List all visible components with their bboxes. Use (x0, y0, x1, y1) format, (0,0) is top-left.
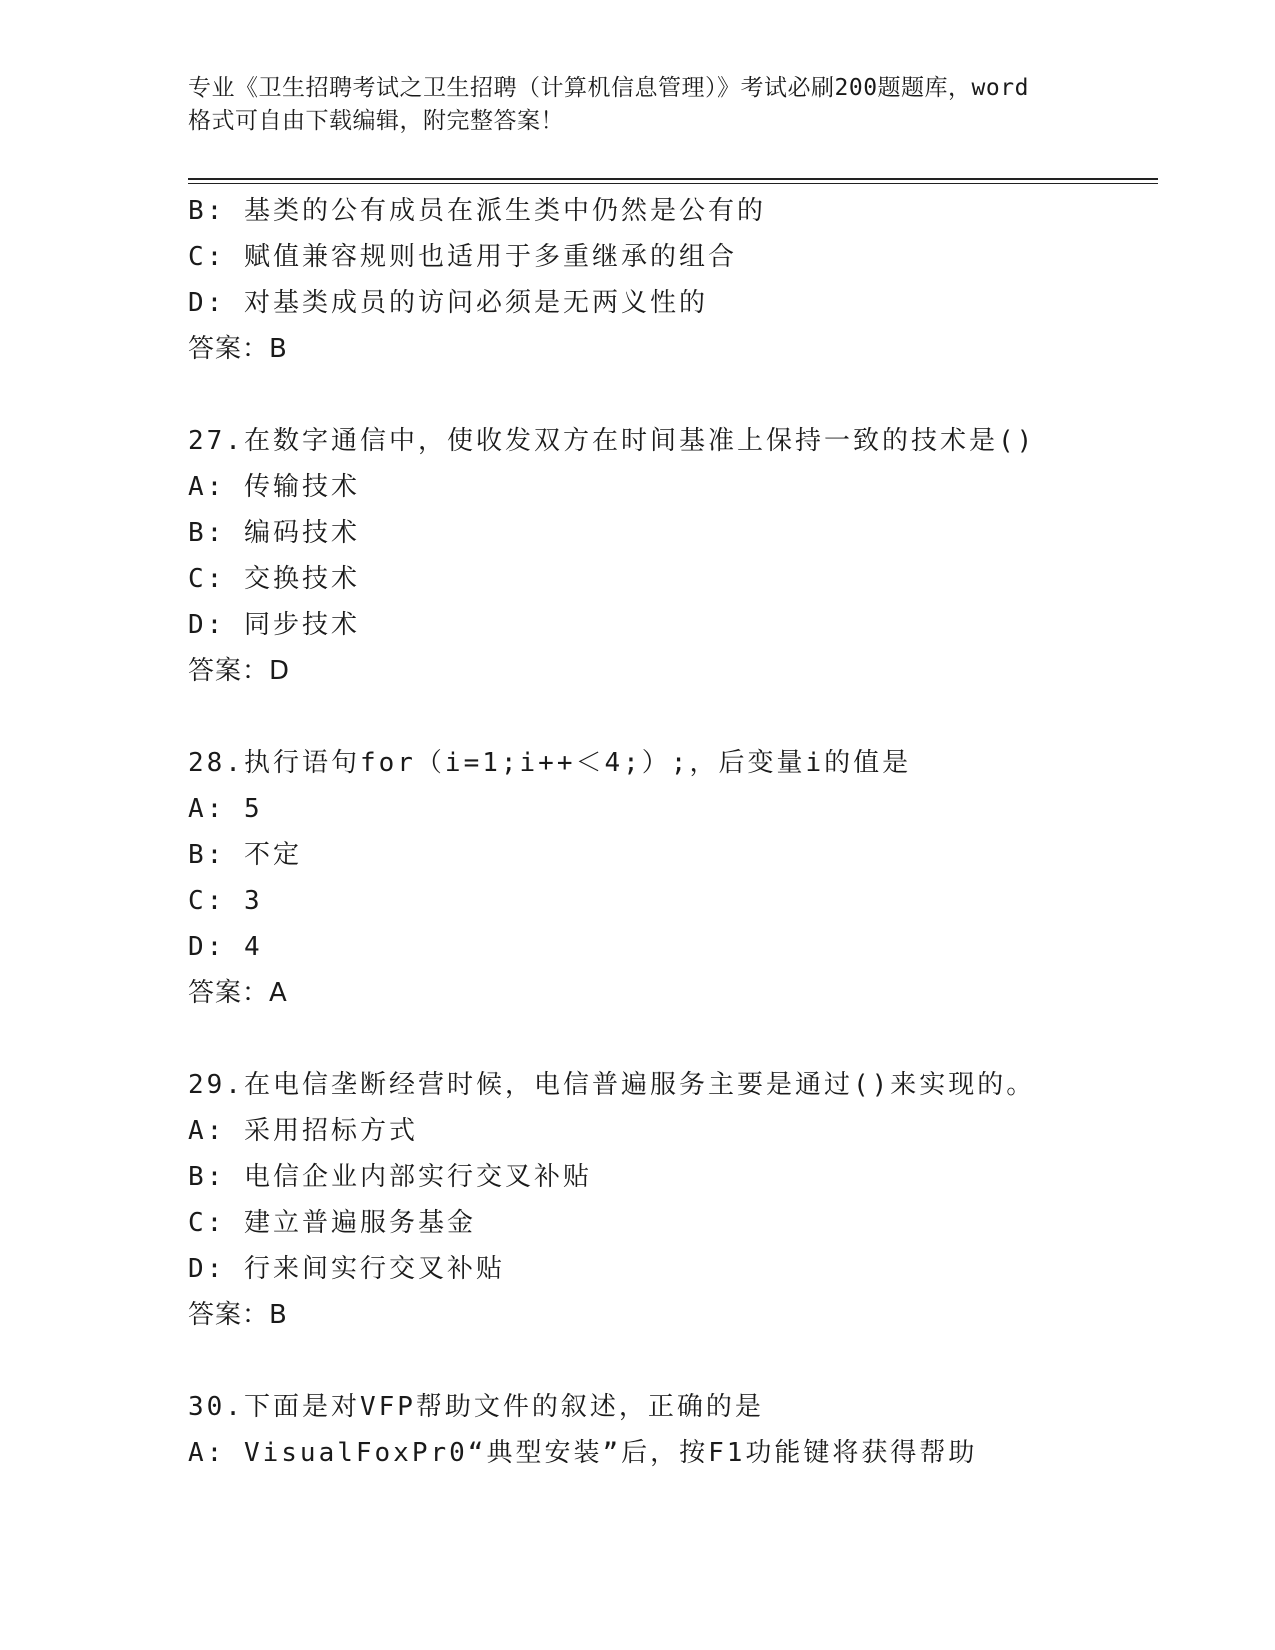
question-29 (188, 1062, 1168, 1338)
option-b: B: 电信企业内部实行交叉补贴 (188, 1162, 592, 1192)
option-c: C: 赋值兼容规则也适用于多重继承的组合 (188, 242, 737, 272)
question-27 (188, 418, 1168, 694)
option-a: A: 采用招标方式 (188, 1116, 418, 1146)
header-divider-thin (188, 183, 1158, 184)
question-stem: 27.在数字通信中，使收发双方在时间基准上保持一致的技术是() (188, 426, 1036, 456)
answer-line: 答案：B (188, 334, 288, 364)
question-30 (188, 1384, 1168, 1476)
header-divider-thick (188, 178, 1158, 180)
question-26-continued (188, 188, 1168, 372)
option-d: D: 对基类成员的访问必须是无两义性的 (188, 288, 708, 318)
option-c: C: 3 (188, 886, 263, 916)
option-b: B: 不定 (188, 840, 302, 870)
spacer (188, 1338, 1168, 1384)
question-stem: 30.下面是对VFP帮助文件的叙述，正确的是 (188, 1392, 764, 1422)
option-a: A: 传输技术 (188, 472, 360, 502)
answer-line: 答案：A (188, 978, 288, 1008)
option-d: D: 同步技术 (188, 610, 360, 640)
question-stem: 28.执行语句for（i=1;i++＜4;）;，后变量i的值是 (188, 748, 912, 778)
spacer (188, 372, 1168, 418)
option-c: C: 建立普遍服务基金 (188, 1208, 476, 1238)
header-title-line-1: 专业《卫生招聘考试之卫生招聘（计算机信息管理）》考试必刷200题题库，word (188, 75, 1029, 101)
answer-line: 答案：D (188, 656, 291, 686)
answer-line: 答案：B (188, 1300, 288, 1330)
header-title-line-2: 格式可自由下载编辑，附完整答案！ (188, 108, 564, 134)
question-stem: 29.在电信垄断经营时候，电信普遍服务主要是通过()来实现的。 (188, 1070, 1036, 1100)
option-d: D: 行来间实行交叉补贴 (188, 1254, 505, 1284)
spacer (188, 1016, 1168, 1062)
option-a: A: VisualFoxPr0“典型安装”后，按F1功能键将获得帮助 (188, 1438, 978, 1468)
document-header (188, 72, 1088, 138)
spacer (188, 694, 1168, 740)
option-b: B: 编码技术 (188, 518, 360, 548)
option-b: B: 基类的公有成员在派生类中仍然是公有的 (188, 196, 766, 226)
question-28 (188, 740, 1168, 1016)
option-a: A: 5 (188, 794, 263, 824)
question-list (188, 188, 1168, 1476)
option-d: D: 4 (188, 932, 263, 962)
option-c: C: 交换技术 (188, 564, 360, 594)
